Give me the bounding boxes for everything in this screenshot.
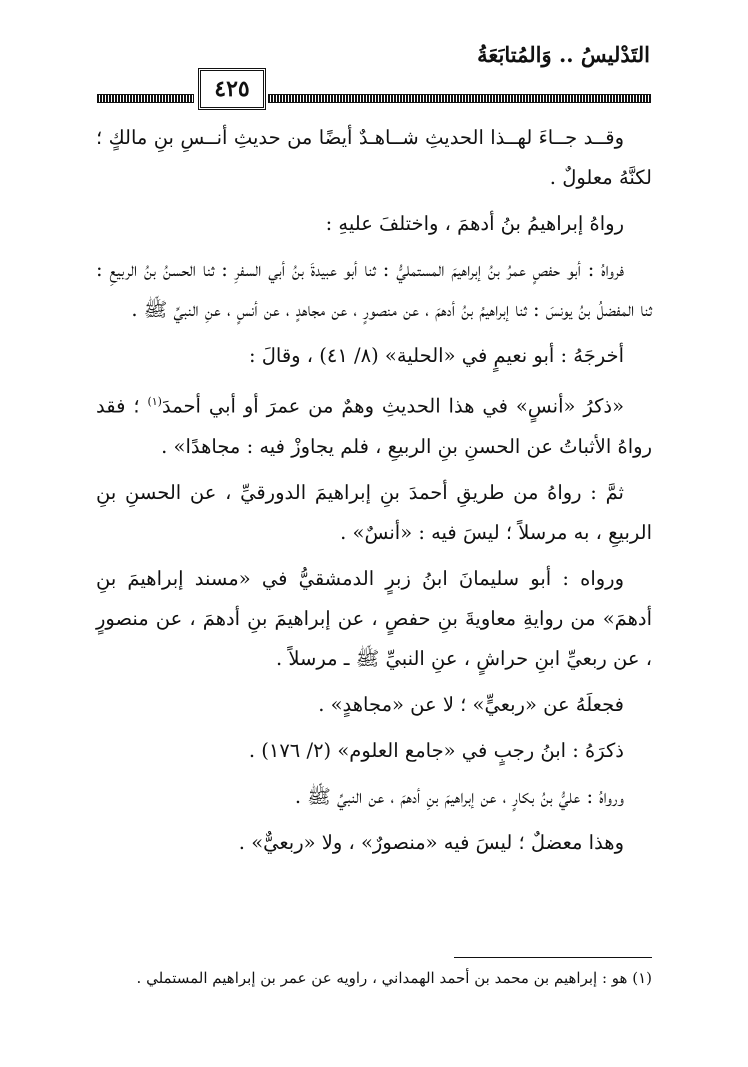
paragraph-2: رواهُ إبراهيمُ بنُ أدهمَ ، واختلفَ عليهِ :	[325, 212, 624, 235]
quote-part-1: «ذكرُ «أنسٍ» في هذا الحديثِ وهمٌ من عمرَ أو أبي أحمدَ	[161, 394, 624, 418]
footnote-marker: (١)	[147, 395, 162, 408]
footnote: (١) هو : إبراهيم بن محمد بن أحمد الهمداني ، راويه عن عمر بن إبراهيم المستملي .	[136, 969, 652, 987]
paragraph-7: ورواه : أبو سليمانَ ابنُ زبرٍ الدمشقيُّ في «مسند إبراهيمَ بنِ أدهمَ» من روايةِ معاويةَ بنِ حفصٍ ، عن إبراهيمَ بنِ أدهمَ ، عن منصورٍ ، عن ربعيِّ ابنِ حراشٍ ، عنِ النبيِّ ﷺ ـ مرسلاً .	[96, 566, 652, 670]
paragraph-4: أخرجَهُ : أبو نعيمٍ في «الحلية» (٨/ ٤١) ، وقالَ :	[248, 344, 624, 367]
running-title: التَدْليسُ .. وَالمُتابَعَةُ	[477, 42, 650, 67]
paragraph-1: وقــد جــاءَ لهــذا الحديثِ شــاهـدٌ أيضًا من حديثِ أنــسِ بنِ مالكٍ ؛ لكنَّهُ معلولٌ .	[96, 126, 652, 189]
paragraph-8: فجعلَهُ عن «ربعيٍّ» ؛ لا عن «مجاهدٍ» .	[318, 692, 624, 716]
main-text	[96, 118, 652, 869]
quote-part-2: ؛ فقد رواهُ الأثباتُ عن الحسنِ بنِ الربيعِ ، فلم يجاوزْ فيه : مجاهدًا» .	[96, 394, 652, 458]
paragraph-11: وهذا معضلٌ ؛ ليسَ فيه «منصورٌ» ، ولا «ربعيٌّ» .	[238, 830, 624, 854]
header-rule-right	[268, 94, 651, 103]
paragraph-6: ثمَّ : رواهُ من طريقِ أحمدَ بنِ إبراهيمَ الدورقيِّ ، عن الحسنِ بنِ الربيعِ ، به مرسلاً ؛ ليسَ فيه : «أنسٌ» .	[96, 480, 652, 544]
paragraph-10: ورواهُ : عليُّ بنُ بكارٍ ، عن إبراهيمَ بنِ أدهمَ ، عن النبيِّ ﷺ .	[294, 784, 624, 808]
footnote-separator	[454, 957, 652, 958]
paragraph-3: فرواهُ : أبو حفصٍ عمرُ بنُ إبراهيمَ المستمليُّ : ثنا أبو عبيدةَ بنُ أبي السفرِ : ثنا الحسنُ بنُ الربيعِ : ثنا المفضلُ بنُ يونسَ : ثنا إبراهيمُ بنُ أدهمَ ، عن منصورٍ ، عن مجاهدٍ ، عن أنسٍ ، عنِ النبيِّ ﷺ .	[96, 258, 652, 321]
page-number: ٤٢٥	[198, 68, 266, 110]
paragraph-5	[96, 382, 652, 467]
paragraph-9: ذكرَهُ : ابنُ رجبٍ في «جامع العلوم» (٢/ ١٧٦) .	[248, 738, 624, 762]
header-rule-left	[97, 94, 194, 103]
